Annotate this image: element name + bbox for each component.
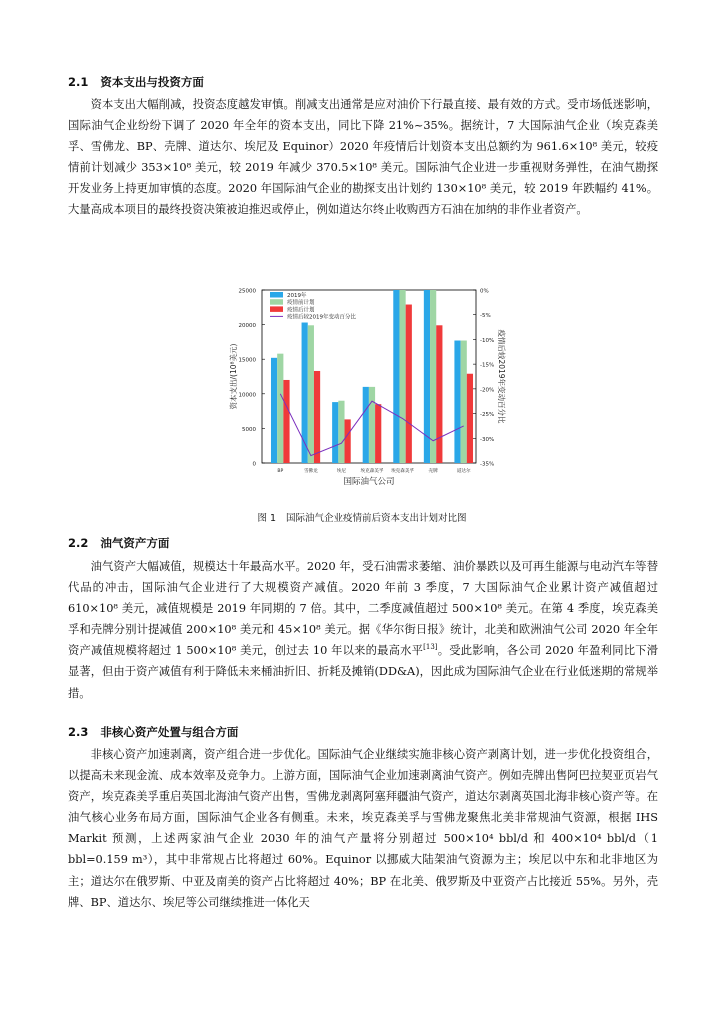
section-number: 2.1 bbox=[68, 75, 89, 89]
y2-tick-label: 0% bbox=[480, 288, 489, 295]
y-tick-label: 5000 bbox=[242, 426, 256, 433]
x-tick-label: 雪佛龙 bbox=[303, 469, 318, 474]
x-tick-label: 道达尔 bbox=[456, 469, 471, 474]
section-title: 资本支出与投资方面 bbox=[100, 75, 204, 89]
y-tick-label: 10000 bbox=[238, 392, 256, 399]
section-title: 非核心资产处置与组合方面 bbox=[100, 725, 239, 739]
x-tick-label: 埃克森美孚 bbox=[360, 469, 384, 474]
y-tick-label: 20000 bbox=[238, 323, 256, 330]
legend-swatch bbox=[270, 299, 283, 305]
section-2-3-paragraph: 非核心资产加速剥离，资产组合进一步优化。国际油气企业继续实施非核心资产剥离计划，进一步优化投资组合，以提高未来现金流、成本效率及竞争力。上游方面，国际油气企业加速剥离油气资产。例如壳牌出售阿巴拉契亚页岩气资产，埃克森美孚重启英国北海油气资产出售，雪佛龙剥离阿塞拜疆油气资产，道达尔剥离英国北海非核心资产等。在油气核心业务布局方面，国际油气企业各有侧重。未来，埃克森美孚与雪佛龙聚焦北美非常规油气资源，根据 IHS Markit 预测，上述两家油气企业 2030 年的油气产量将分别超过 500×10⁴ bbl/d 和 400×10⁴ bbl/d（1 bbl=0.159 m³），其中非常规占比将超过 60%。Equinor 以挪威大陆架油气资源为主；埃尼以中东和北非地区为主；道达尔在俄罗斯、中亚及南美的资产占比将超过 40%；BP 在北美、俄罗斯及中亚资产占比接近 55%。另外，壳牌、BP、道达尔、埃尼等公司继续推进一体化天 bbox=[68, 748, 658, 909]
section-2-2-heading bbox=[68, 535, 169, 551]
legend-swatch bbox=[270, 306, 283, 312]
citation-ref: [13] bbox=[423, 643, 438, 652]
legend-label: 疫情前计划 bbox=[287, 300, 315, 307]
figure-caption bbox=[0, 510, 724, 524]
figure-number: 图 1 bbox=[257, 513, 277, 524]
y-axis-label: 资本支出/(10⁸美元) bbox=[229, 343, 238, 410]
bar bbox=[406, 305, 412, 463]
x-tick-label: 埃克森美孚 bbox=[391, 469, 415, 474]
section-number: 2.2 bbox=[68, 536, 89, 550]
capex-chart bbox=[0, 0, 724, 500]
x-tick-label: BP bbox=[277, 469, 284, 474]
x-tick-label: 壳牌 bbox=[428, 469, 438, 474]
bar bbox=[345, 419, 351, 463]
section-2-2-paragraph bbox=[68, 556, 658, 704]
bar bbox=[430, 290, 436, 463]
bar bbox=[369, 387, 375, 463]
y2-tick-label: -15% bbox=[480, 362, 495, 369]
legend-label: 疫情后较2019年变动百分比 bbox=[287, 314, 356, 321]
bar bbox=[393, 290, 399, 463]
paragraph-text: 。受此影响，各公司 2020 年盈利同比下滑显著，但由于资产减值有利于降低未来桶油折旧、折耗及摊销(DD&A)，因此成为国际油气企业在行业低迷期的常规举措。 bbox=[68, 644, 659, 700]
y-tick-label: 15000 bbox=[238, 357, 256, 364]
legend bbox=[270, 291, 356, 321]
legend-label: 2019年 bbox=[287, 293, 307, 299]
section-number: 2.3 bbox=[68, 725, 89, 739]
figure-caption-text: 国际油气企业疫情前后资本支出计划对比图 bbox=[286, 513, 467, 524]
bar bbox=[308, 325, 314, 463]
bar bbox=[399, 290, 405, 463]
section-title: 油气资产方面 bbox=[100, 536, 170, 550]
bar bbox=[338, 401, 344, 463]
bar bbox=[271, 358, 277, 463]
y2-tick-label: -30% bbox=[480, 436, 495, 443]
paragraph-text: 油气资产大幅减值，规模达十年最高水平。2020 年，受石油需求萎缩、油价暴跌以及可再生能源与电动汽车等替代品的冲击，国际油气企业进行了大规模资产减值。2020 年前 3 季度，7 大国际油气企业累计资产减值超过 610×10⁸ 美元，减值规模是 2019 年同期的 7 倍。其中，二季度减值超过 500×10⁸ 美元。在第 4 季度，埃克森美孚和壳牌分别计提减值 200×10⁸ 美元和 45×10⁸ 美元。据《华尔街日报》统计，北美和欧洲油气公司 2020 年全年资产减值规模将超过 1 500×10⁸ 美元，创过去 10 年以来的最高水平 bbox=[68, 560, 658, 658]
bar bbox=[332, 402, 338, 463]
y2-tick-label: -20% bbox=[480, 387, 495, 394]
y2-axis-label: 疫情后较2019年变动百分比 bbox=[497, 329, 506, 424]
bar bbox=[283, 380, 289, 463]
bar bbox=[436, 325, 442, 463]
y2-tick-label: -25% bbox=[480, 412, 495, 419]
bar bbox=[314, 371, 320, 463]
legend-swatch bbox=[270, 292, 283, 298]
y-tick-label: 0 bbox=[252, 461, 256, 468]
bar bbox=[375, 404, 381, 463]
y-tick-label: 25000 bbox=[238, 288, 256, 295]
bar bbox=[424, 290, 430, 463]
x-axis-label: 国际油气公司 bbox=[343, 477, 395, 487]
section-2-3-heading bbox=[68, 724, 238, 740]
legend-label: 疫情后计划 bbox=[287, 307, 315, 314]
bar bbox=[461, 341, 467, 463]
y2-tick-label: -5% bbox=[480, 313, 491, 320]
y2-tick-label: -10% bbox=[480, 337, 495, 344]
bar bbox=[277, 354, 283, 463]
x-tick-label: 埃尼 bbox=[336, 469, 347, 474]
bar bbox=[467, 374, 473, 463]
section-2-1-paragraph: 资本支出大幅削减，投资态度越发审慎。削减支出通常是应对油价下行最直接、最有效的方式。受市场低迷影响，国际油气企业纷纷下调了 2020 年全年的资本支出，同比下降 21%~35%。据统计，7 大国际油气企业（埃克森美孚、雪佛龙、BP、壳牌、道达尔、埃尼及 Equinor）2020 年疫情后计划资本支出总额约为 961.6×10⁸ 美元，较疫情前计划减少 353×10⁸ 美元，较 2019 年减少 370.5×10⁸ 美元。国际油气企业进一步重视财务弹性，在油气勘探开发业务上持更加审慎的态度。2020 年国际油气企业的勘探支出计划约 130×10⁸ 美元，较 2019 年跌幅约 41%。大量高成本项目的最终投资决策被迫推迟或停止，例如道达尔终止收购西方石油在加纳的非作业者资产。 bbox=[68, 98, 658, 217]
bar bbox=[454, 341, 460, 463]
bar bbox=[363, 387, 369, 463]
y2-tick-label: -35% bbox=[480, 461, 495, 468]
